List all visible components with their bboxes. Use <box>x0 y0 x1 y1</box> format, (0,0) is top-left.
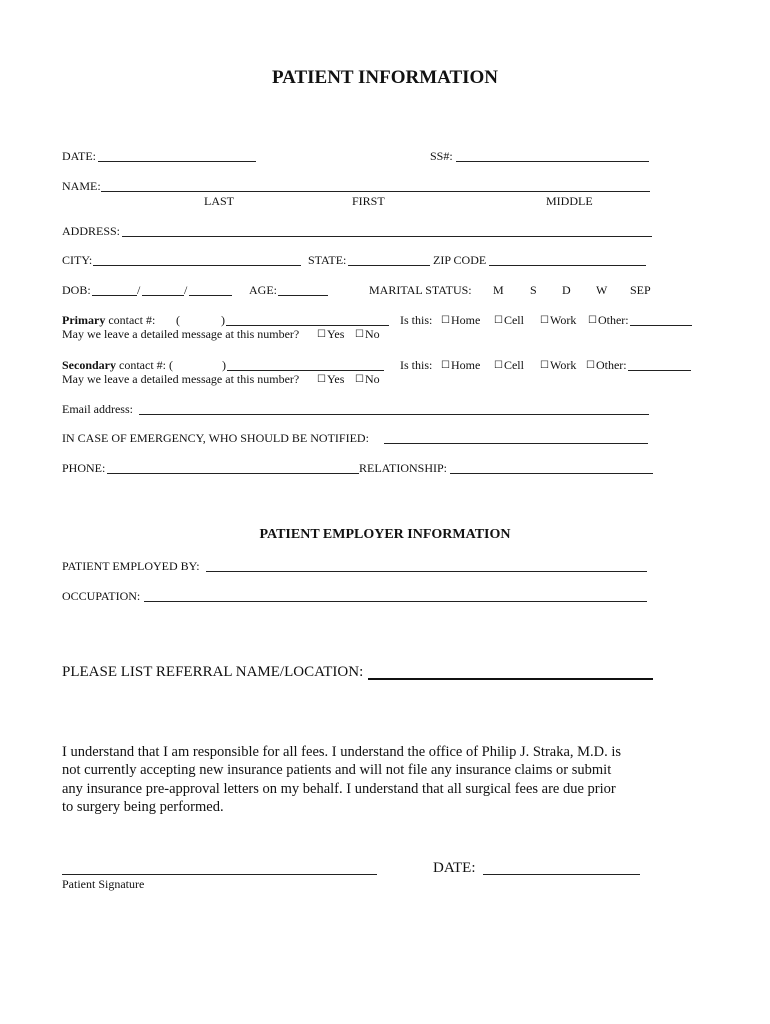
primary-yes-option[interactable] <box>317 327 344 342</box>
primary-contact-label <box>62 313 155 327</box>
emergency-contact-field[interactable] <box>384 443 648 444</box>
state-label: STATE: <box>308 253 347 267</box>
city-label: CITY: <box>62 253 93 267</box>
checkbox-icon[interactable]: ☐ <box>441 360 450 371</box>
zip-field[interactable] <box>489 265 646 266</box>
primary-cell-option[interactable] <box>494 313 524 328</box>
email-label: Email address: <box>62 402 133 416</box>
dob-separator: / <box>184 283 188 297</box>
marital-option-w[interactable]: W <box>596 283 608 297</box>
secondary-cell-label: Cell <box>503 358 524 372</box>
secondary-no-option[interactable] <box>355 372 380 387</box>
zip-label: ZIP CODE <box>433 253 487 267</box>
checkbox-icon[interactable]: ☐ <box>586 360 595 371</box>
signature-date-field[interactable] <box>483 874 640 875</box>
age-field[interactable] <box>278 295 328 296</box>
marital-option-m[interactable]: M <box>493 283 504 297</box>
dob-day-field[interactable] <box>142 295 184 296</box>
dob-label: DOB: <box>62 283 91 297</box>
name-last-caption: LAST <box>204 194 234 208</box>
primary-work-option[interactable] <box>540 313 576 328</box>
secondary-other-option[interactable] <box>586 358 627 373</box>
primary-home-label: Home <box>450 313 481 327</box>
name-field[interactable] <box>101 191 650 192</box>
employed-by-label: PATIENT EMPLOYED BY: <box>62 559 200 573</box>
primary-other-option[interactable] <box>588 313 629 328</box>
dob-separator: / <box>137 283 141 297</box>
secondary-no-label: No <box>364 372 380 386</box>
secondary-phone-field[interactable] <box>227 370 384 371</box>
dob-month-field[interactable] <box>92 295 137 296</box>
secondary-is-this-label: Is this: <box>400 358 433 372</box>
secondary-contact-label <box>62 358 173 372</box>
primary-yes-label: Yes <box>326 327 345 341</box>
checkbox-icon[interactable]: ☐ <box>494 315 503 326</box>
checkbox-icon[interactable]: ☐ <box>540 360 549 371</box>
date-field[interactable] <box>98 161 256 162</box>
secondary-yes-option[interactable] <box>317 372 344 387</box>
secondary-work-label: Work <box>549 358 577 372</box>
checkbox-icon[interactable]: ☐ <box>317 374 326 385</box>
marital-status-label: MARITAL STATUS: <box>369 283 472 297</box>
dob-year-field[interactable] <box>189 295 232 296</box>
statement-line: to surgery being performed. <box>62 798 224 815</box>
relationship-field[interactable] <box>450 473 653 474</box>
secondary-message-question: May we leave a detailed message at this number? <box>62 372 300 386</box>
secondary-home-label: Home <box>450 358 481 372</box>
checkbox-icon[interactable]: ☐ <box>588 315 597 326</box>
city-field[interactable] <box>93 265 301 266</box>
referral-label: PLEASE LIST REFERRAL NAME/LOCATION: <box>62 664 364 680</box>
secondary-contact-rest: contact #: ( <box>116 358 173 372</box>
checkbox-icon[interactable]: ☐ <box>355 374 364 385</box>
primary-other-field[interactable] <box>630 325 692 326</box>
emergency-phone-label: PHONE: <box>62 461 106 475</box>
name-middle-caption: MIDDLE <box>546 194 593 208</box>
state-field[interactable] <box>348 265 430 266</box>
primary-home-option[interactable] <box>441 313 480 328</box>
ss-label: SS#: <box>430 149 453 163</box>
checkbox-icon[interactable]: ☐ <box>441 315 450 326</box>
primary-other-label: Other: <box>597 313 629 327</box>
secondary-other-field[interactable] <box>628 370 691 371</box>
primary-close-paren: ) <box>221 313 225 327</box>
name-first-caption: FIRST <box>352 194 385 208</box>
employed-by-field[interactable] <box>206 571 647 572</box>
email-field[interactable] <box>139 414 649 415</box>
statement-line: not currently accepting new insurance patients and will not file any insurance claims or submit <box>62 762 612 779</box>
signature-date-label: DATE: <box>433 860 476 876</box>
page-title: PATIENT INFORMATION <box>271 67 499 88</box>
primary-no-label: No <box>364 327 380 341</box>
name-label: NAME: <box>62 179 101 193</box>
checkbox-icon[interactable]: ☐ <box>494 360 503 371</box>
primary-message-question: May we leave a detailed message at this number? <box>62 327 300 341</box>
occupation-label: OCCUPATION: <box>62 589 141 603</box>
age-label: AGE: <box>249 283 277 297</box>
primary-open-paren: ( <box>176 313 180 327</box>
date-label: DATE: <box>62 149 96 163</box>
primary-no-option[interactable] <box>355 327 380 342</box>
marital-option-d[interactable]: D <box>562 283 571 297</box>
emergency-phone-field[interactable] <box>107 473 359 474</box>
secondary-other-label: Other: <box>595 358 627 372</box>
checkbox-icon[interactable]: ☐ <box>355 329 364 340</box>
secondary-close-paren: ) <box>222 358 226 372</box>
marital-option-sep[interactable]: SEP <box>630 283 651 297</box>
statement-line: I understand that I am responsible for all fees. I understand the office of Philip J. Straka, M.D. is <box>62 744 622 760</box>
address-label: ADDRESS: <box>62 224 121 238</box>
primary-contact-bold: Primary <box>62 313 106 327</box>
secondary-home-option[interactable] <box>441 358 480 373</box>
referral-field[interactable] <box>368 678 653 680</box>
marital-option-s[interactable]: S <box>530 283 537 297</box>
statement-line: any insurance pre-approval letters on my behalf. I understand that all surgical fees are due prior <box>62 780 616 797</box>
secondary-cell-option[interactable] <box>494 358 524 373</box>
financial-responsibility-statement <box>62 743 662 816</box>
checkbox-icon[interactable]: ☐ <box>317 329 326 340</box>
relationship-label: RELATIONSHIP: <box>359 461 448 475</box>
primary-is-this-label: Is this: <box>400 313 433 327</box>
patient-signature-field[interactable] <box>62 874 377 875</box>
address-field[interactable] <box>122 236 652 237</box>
primary-contact-rest: contact #: <box>105 313 156 327</box>
occupation-field[interactable] <box>144 601 647 602</box>
employer-section-title: PATIENT EMPLOYER INFORMATION <box>259 527 511 542</box>
secondary-yes-label: Yes <box>326 372 345 386</box>
patient-signature-label: Patient Signature <box>62 877 145 891</box>
checkbox-icon[interactable]: ☐ <box>540 315 549 326</box>
primary-phone-field[interactable] <box>226 325 389 326</box>
secondary-work-option[interactable] <box>540 358 576 373</box>
primary-work-label: Work <box>549 313 577 327</box>
primary-cell-label: Cell <box>503 313 524 327</box>
emergency-contact-label: IN CASE OF EMERGENCY, WHO SHOULD BE NOTIFIED: <box>62 431 369 445</box>
secondary-contact-bold: Secondary <box>62 358 116 372</box>
ss-field[interactable] <box>456 161 649 162</box>
